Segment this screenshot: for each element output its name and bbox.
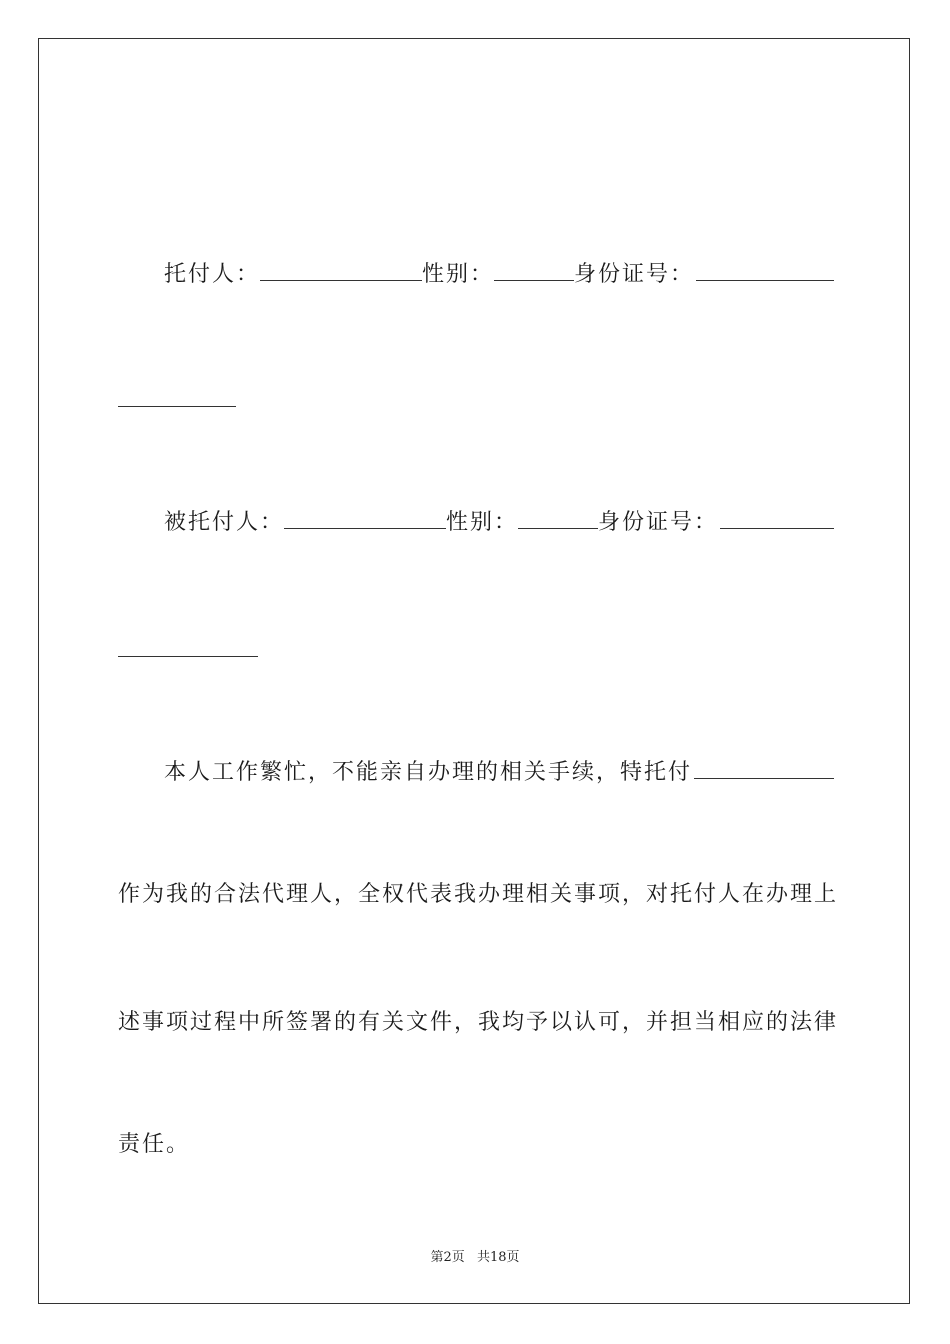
body-line-2 bbox=[118, 880, 839, 910]
page-number: 第2页 bbox=[430, 1250, 465, 1265]
body-line-1 bbox=[164, 758, 834, 788]
agent-gender-label: 性别： bbox=[446, 510, 519, 535]
agent-id-blank-cont[interactable] bbox=[118, 636, 258, 657]
principal-label: 托付人： bbox=[164, 262, 261, 287]
principal-id-continuation bbox=[118, 386, 834, 416]
principal-name-blank[interactable] bbox=[260, 260, 422, 281]
body-text-4: 责任。 bbox=[118, 1132, 191, 1157]
principal-id-blank-cont[interactable] bbox=[118, 386, 236, 407]
total-pages: 共18页 bbox=[476, 1250, 520, 1265]
body-text-1: 本人工作繁忙，不能亲自办理的相关手续，特托付 bbox=[164, 760, 693, 785]
agent-id-blank[interactable] bbox=[720, 508, 834, 529]
page-border bbox=[38, 38, 910, 1304]
principal-id-label: 身份证号： bbox=[574, 262, 695, 287]
body-line-3 bbox=[118, 1008, 839, 1038]
agent-name-blank[interactable] bbox=[284, 508, 446, 529]
principal-id-blank[interactable] bbox=[696, 260, 834, 281]
agent-gender-blank[interactable] bbox=[518, 508, 598, 529]
agent-id-continuation bbox=[118, 636, 834, 666]
body-line-4 bbox=[118, 1130, 834, 1160]
agent-id-label: 身份证号： bbox=[598, 510, 719, 535]
body-text-2: 作为我的合法代理人，全权代表我办理相关事项，对托付人在办理上 bbox=[118, 882, 839, 907]
delegate-name-blank[interactable] bbox=[694, 758, 834, 779]
page-footer bbox=[0, 1246, 950, 1265]
agent-line bbox=[164, 508, 834, 538]
principal-line bbox=[164, 260, 834, 290]
body-text-3: 述事项过程中所签署的有关文件，我均予以认可，并担当相应的法律 bbox=[118, 1010, 839, 1035]
principal-gender-blank[interactable] bbox=[494, 260, 574, 281]
principal-gender-label: 性别： bbox=[422, 262, 495, 287]
agent-label: 被托付人： bbox=[164, 510, 285, 535]
